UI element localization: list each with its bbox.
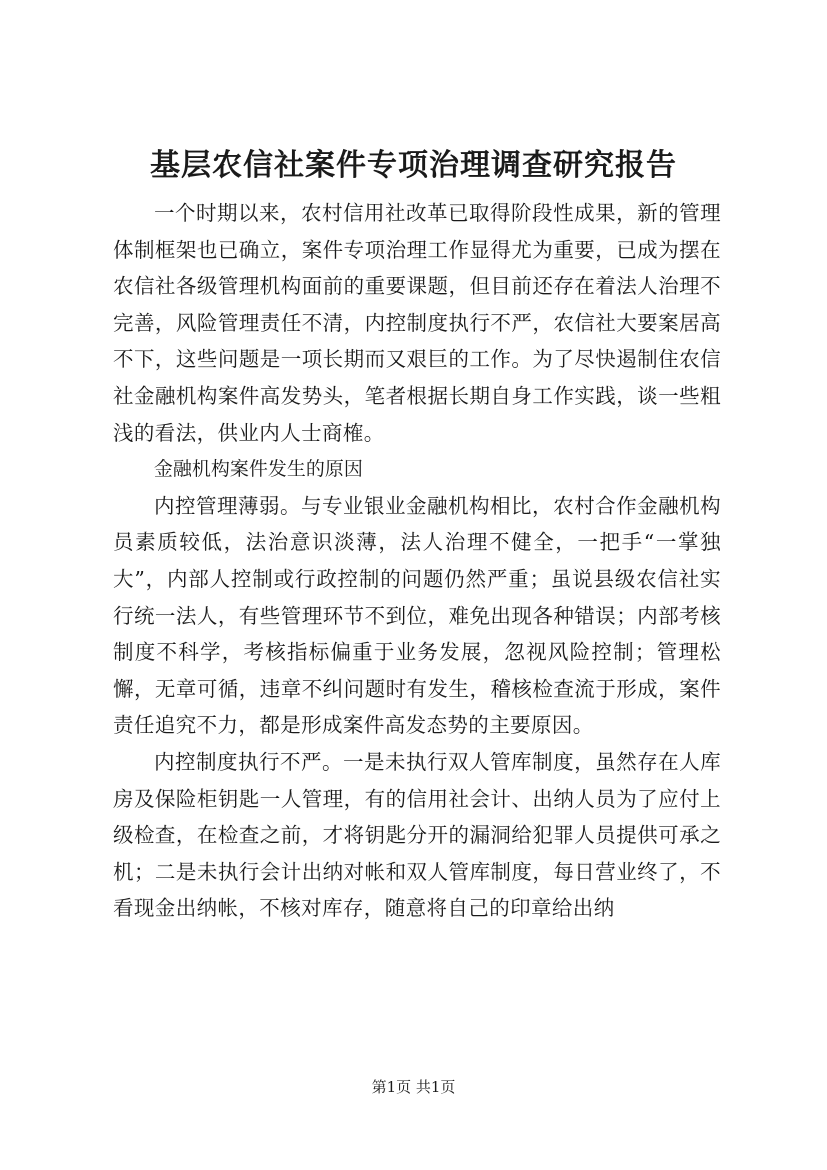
- paragraph-internal-control: 内控管理薄弱。与专业银业金融机构相比，农村合作金融机构员素质较低，法治意识淡薄，法人治理不健全，一把手“一掌独大”，内部人控制或行政控制的问题仍然严重；虽说县级农信社实行统一法人，有些管理环节不到位，难免出现各种错误；内部考核制度不科学，考核指标偏重于业务发展，忽视风险控制；管理松懈，无章可循，违章不纠问题时有发生，稽核检查流于形成，案件责任追究不力，都是形成案件高发态势的主要原因。: [113, 493, 721, 738]
- paragraph-intro: 一个时期以来，农村信用社改革已取得阶段性成果，新的管理体制框架也已确立，案件专项治理工作显得尤为重要，已成为摆在农信社各级管理机构面前的重要课题，但目前还存在着法人治理不完善，风险管理责任不清，内控制度执行不严，农信社大要案居高不下，这些问题是一项长期而又艰巨的工作。为了尽快遏制住农信社金融机构案件高发势头，笔者根据长期自身工作实践，谈一些粗浅的看法，供业内人士商榷。: [113, 201, 721, 445]
- page-footer: 第1页 共1页: [371, 1078, 456, 1096]
- section-heading: 金融机构案件发生的原因: [153, 458, 363, 481]
- paragraph-control-enforcement: 内控制度执行不严。一是未执行双人管库制度，虽然存在人库房及保险柜钥匙一人管理，有的信用社会计、出纳人员为了应付上级检查，在检查之前，才将钥匙分开的漏洞给犯罪人员提供可承之机；二是未执行会计出纳对帐和双人管库制度，每日营业终了，不看现金出纳帐，不核对库存，随意将自己的印章给出纳: [113, 749, 721, 921]
- document-body: [113, 195, 721, 927]
- document-title: 基层农信社案件专项治理调查研究报告: [150, 148, 677, 183]
